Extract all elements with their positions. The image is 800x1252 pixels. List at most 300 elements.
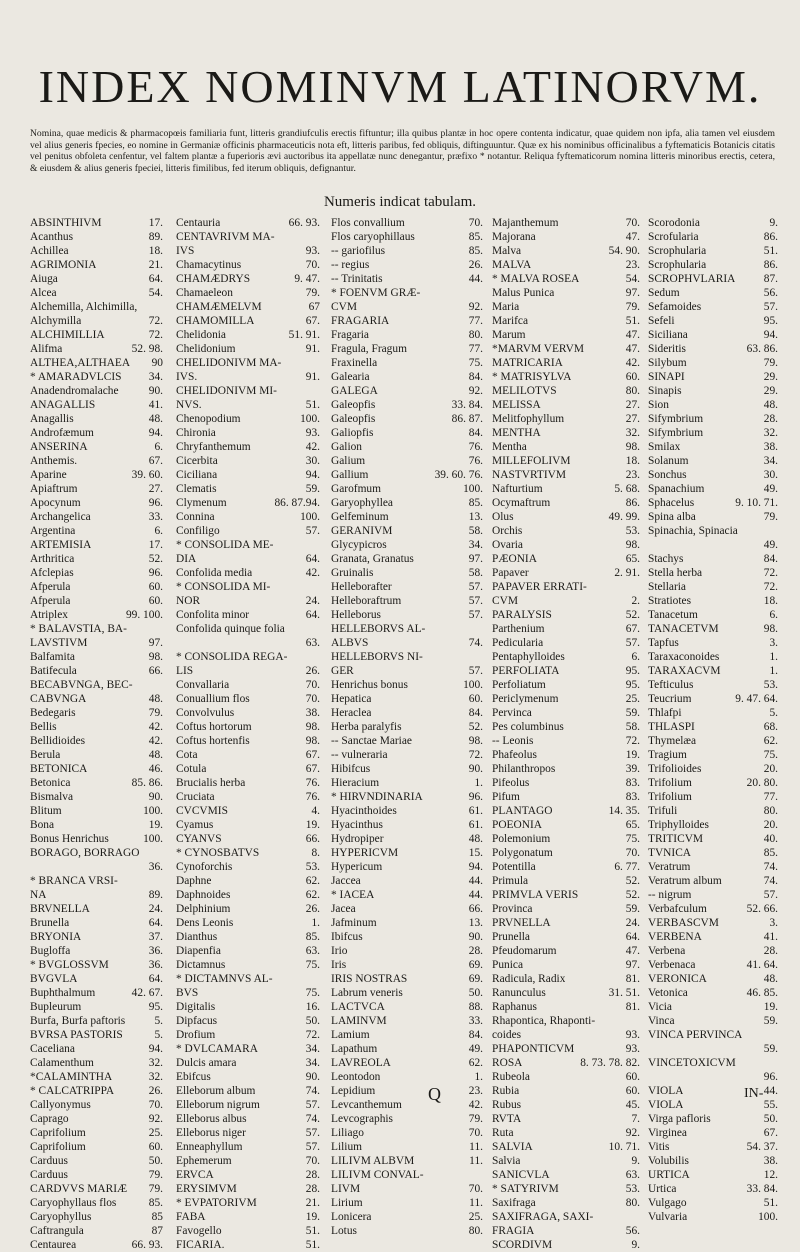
- entry-table-number: 39.: [625, 763, 640, 775]
- entry-table-number: 54.: [148, 287, 163, 299]
- entry-term: BRYONIA: [30, 931, 82, 943]
- index-entry: [30, 230, 163, 244]
- index-entry: [492, 902, 640, 916]
- index-entry: [30, 426, 163, 440]
- entry-term: IVS: [176, 245, 195, 257]
- index-entry: [176, 314, 320, 328]
- entry-term: Pfeudomarum: [492, 945, 557, 957]
- index-entry: [492, 454, 640, 468]
- index-entry: [648, 258, 778, 272]
- entry-term: POEONIA: [492, 819, 542, 831]
- entry-term: Calamenthum: [30, 1057, 94, 1069]
- entry-table-number: 51.: [305, 399, 320, 411]
- entry-table-number: 42.: [625, 357, 640, 369]
- entry-table-number: 24.: [148, 903, 163, 915]
- index-entry: [492, 1140, 640, 1154]
- index-entry: [176, 692, 320, 706]
- entry-table-number: 53.: [305, 861, 320, 873]
- entry-table-number: 32.: [763, 427, 778, 439]
- entry-table-number: 53.: [763, 679, 778, 691]
- entry-table-number: 67.: [305, 763, 320, 775]
- entry-table-number: 79.: [763, 357, 778, 369]
- entry-table-number: 94.: [305, 469, 320, 481]
- entry-table-number: 55.: [763, 1099, 778, 1111]
- entry-table-number: 79.: [625, 301, 640, 313]
- entry-term: Alifma: [30, 343, 63, 355]
- index-entry: [648, 748, 778, 762]
- entry-table-number: 79.: [148, 1183, 163, 1195]
- entry-term: Ephemerum: [176, 1155, 232, 1167]
- entry-table-number: 72.: [763, 581, 778, 593]
- index-entry: [30, 342, 163, 356]
- index-entry: [30, 1154, 163, 1168]
- entry-term: Pifeolus: [492, 777, 530, 789]
- entry-term: Heraclea: [331, 707, 372, 719]
- entry-table-number: 85: [151, 1211, 163, 1223]
- index-entry: [331, 1224, 483, 1238]
- index-entry: [30, 1238, 163, 1252]
- entry-term: ERYSIMVM: [176, 1183, 237, 1195]
- entry-table-number: 59.: [625, 707, 640, 719]
- entry-term: Caryophyllus: [30, 1211, 92, 1223]
- entry-term: Alchymilla: [30, 315, 82, 327]
- entry-term: Cyamus: [176, 819, 214, 831]
- entry-table-number: 84.: [763, 553, 778, 565]
- index-entry: [30, 1084, 163, 1098]
- entry-term: Fragula, Fragum: [331, 343, 407, 355]
- index-entry: [176, 1238, 320, 1252]
- index-entry: [30, 552, 163, 566]
- entry-term: Diapenfia: [176, 945, 221, 957]
- entry-table-number: 21.: [305, 1197, 320, 1209]
- entry-term: PHAPONTICVM: [492, 1043, 575, 1055]
- index-entry: [30, 1168, 163, 1182]
- entry-term: Chamaeleon: [176, 287, 233, 299]
- entry-term: Carduus: [30, 1169, 68, 1181]
- entry-term: Apiaftrum: [30, 483, 78, 495]
- entry-table-number: 11.: [469, 1141, 483, 1153]
- entry-table-number: 47.: [625, 343, 640, 355]
- index-entry: [30, 258, 163, 272]
- index-entry: [492, 538, 640, 552]
- index-entry: [176, 790, 320, 804]
- entry-table-number: 59.: [305, 483, 320, 495]
- entry-table-number: 60.: [625, 1085, 640, 1097]
- index-entry: [30, 1014, 163, 1028]
- entry-table-number: 98.: [305, 721, 320, 733]
- index-entry: [492, 524, 640, 538]
- entry-table-number: 66.: [148, 665, 163, 677]
- entry-term: Olus: [492, 511, 514, 523]
- entry-table-number: 65.: [625, 819, 640, 831]
- entry-table-number: 69.: [468, 959, 483, 971]
- entry-table-number: 54. 37.: [746, 1141, 778, 1153]
- entry-term: * DICTAMNVS AL-: [176, 973, 273, 985]
- index-entry: [648, 818, 778, 832]
- entry-table-number: [317, 650, 320, 664]
- index-entry: [492, 272, 640, 286]
- entry-table-number: 66. 93.: [131, 1239, 163, 1251]
- entry-table-number: 74.: [763, 875, 778, 887]
- entry-term: Perfoliatum: [492, 679, 546, 691]
- index-entry: [176, 958, 320, 972]
- entry-term: PRIMVLA VERIS: [492, 889, 579, 901]
- entry-table-number: 85.: [763, 847, 778, 859]
- entry-table-number: 75.: [763, 749, 778, 761]
- entry-term: CHAMÆDRYS: [176, 273, 251, 285]
- entry-term: Clematis: [176, 483, 217, 495]
- entry-term: SAXIFRAGA, SAXI-: [492, 1211, 594, 1223]
- index-entry: [176, 398, 320, 412]
- entry-table-number: 77.: [763, 791, 778, 803]
- entry-term: ABSINTHIVM: [30, 217, 102, 229]
- index-entry: [492, 622, 640, 636]
- entry-term: * DVLCAMARA: [176, 1043, 258, 1055]
- entry-term: ALTHEA,ALTHAEA: [30, 357, 131, 369]
- entry-term: Balfamita: [30, 651, 75, 663]
- entry-term: Stella herba: [648, 567, 703, 579]
- entry-table-number: [160, 300, 163, 314]
- entry-table-number: 28.: [305, 1183, 320, 1195]
- entry-term: Hyacinthoides: [331, 805, 397, 817]
- entry-table-number: 38.: [305, 707, 320, 719]
- entry-term: Garyophyllea: [331, 497, 393, 509]
- entry-table-number: 48.: [148, 413, 163, 425]
- entry-term: Bedegaris: [30, 707, 76, 719]
- entry-term: Rubus: [492, 1099, 522, 1111]
- entry-table-number: 79.: [763, 511, 778, 523]
- index-entry: [648, 594, 778, 608]
- index-entry: [648, 1056, 778, 1070]
- index-entry: [648, 706, 778, 720]
- entry-table-number: 34.: [468, 539, 483, 551]
- index-entry: [30, 860, 163, 874]
- index-entry: [331, 762, 483, 776]
- entry-table-number: [317, 538, 320, 552]
- entry-term: TRITICVM: [648, 833, 704, 845]
- index-entry: [492, 370, 640, 384]
- entry-term: Brucialis herba: [176, 777, 246, 789]
- entry-term: Scrophularia: [648, 245, 707, 257]
- entry-table-number: 54.: [625, 273, 640, 285]
- index-entry: [176, 1084, 320, 1098]
- index-entry: [331, 1070, 483, 1084]
- entry-table-number: [775, 524, 778, 538]
- index-entry: [331, 328, 483, 342]
- entry-table-number: 76.: [468, 441, 483, 453]
- entry-term: Tapfus: [648, 637, 679, 649]
- index-entry: [492, 468, 640, 482]
- entry-term: Conuallium flos: [176, 693, 250, 705]
- entry-table-number: 5.: [154, 1029, 163, 1041]
- entry-term: THLASPI: [648, 721, 695, 733]
- entry-table-number: 65.: [625, 553, 640, 565]
- entry-term: RVTA: [492, 1113, 522, 1125]
- entry-table-number: 64.: [625, 931, 640, 943]
- entry-term: Irio: [331, 945, 348, 957]
- entry-term: * MATRISYLVA: [492, 371, 572, 383]
- entry-table-number: 96.: [148, 567, 163, 579]
- entry-table-number: 42. 67.: [131, 987, 163, 999]
- index-entry: [176, 1056, 320, 1070]
- index-entry: [492, 1056, 640, 1070]
- entry-table-number: 19.: [625, 749, 640, 761]
- entry-term: Arthritica: [30, 553, 75, 565]
- index-entry: [331, 1154, 483, 1168]
- entry-term: Henrichus bonus: [331, 679, 408, 691]
- entry-term: Leontodon: [331, 1071, 381, 1083]
- index-entry: [492, 930, 640, 944]
- entry-table-number: 53.: [625, 525, 640, 537]
- entry-term: Pervinca: [492, 707, 532, 719]
- entry-table-number: 44.: [763, 1085, 778, 1097]
- index-entry: [331, 524, 483, 538]
- index-entry: [492, 608, 640, 622]
- index-entry: [176, 216, 320, 230]
- index-entry: [648, 580, 778, 594]
- entry-table-number: 92.: [148, 1113, 163, 1125]
- entry-table-number: 75.: [305, 987, 320, 999]
- entry-term: Connina: [176, 511, 215, 523]
- entry-term: Acanthus: [30, 231, 74, 243]
- entry-table-number: 52.: [625, 875, 640, 887]
- index-entry: [176, 258, 320, 272]
- index-entry: [492, 496, 640, 510]
- entry-term: VERBENA: [648, 931, 702, 943]
- entry-term: Labrum veneris: [331, 987, 403, 999]
- entry-table-number: 19.: [305, 819, 320, 831]
- index-entry: [30, 1000, 163, 1014]
- entry-table-number: 67.: [148, 455, 163, 467]
- entry-term: Vetonica: [648, 987, 688, 999]
- entry-term: Lapathum: [331, 1043, 378, 1055]
- entry-term: Dens Leonis: [176, 917, 234, 929]
- entry-table-number: 70.: [148, 1099, 163, 1111]
- index-entry: [176, 916, 320, 930]
- entry-table-number: 79.: [148, 707, 163, 719]
- index-entry: [648, 412, 778, 426]
- entry-table-number: 36.: [148, 945, 163, 957]
- entry-term: Achillea: [30, 245, 69, 257]
- index-entry: [30, 496, 163, 510]
- entry-table-number: 25.: [468, 1211, 483, 1223]
- entry-term: Melitfophyllum: [492, 413, 565, 425]
- entry-table-number: 1.: [769, 665, 778, 677]
- entry-term: AGRIMONIA: [30, 259, 97, 271]
- index-entry: [492, 832, 640, 846]
- index-entry: [30, 1042, 163, 1056]
- entry-table-number: 70.: [468, 217, 483, 229]
- entry-table-number: 79.: [148, 1169, 163, 1181]
- entry-table-number: 15.: [468, 847, 483, 859]
- entry-term: Volubilis: [648, 1155, 689, 1167]
- entry-term: Spanachium: [648, 483, 705, 495]
- entry-term: Rubia: [492, 1085, 520, 1097]
- entry-table-number: 67.: [625, 623, 640, 635]
- entry-table-number: 3.: [769, 637, 778, 649]
- index-entry: [30, 1112, 163, 1126]
- entry-table-number: 9.: [769, 217, 778, 229]
- entry-term: Galeopfis: [331, 413, 376, 425]
- index-entry: [176, 524, 320, 538]
- entry-term: ANSERINA: [30, 441, 88, 453]
- index-entry: [648, 1168, 778, 1182]
- entry-term: Trifuli: [648, 805, 678, 817]
- index-entry: [492, 244, 640, 258]
- entry-term: Lamium: [331, 1029, 370, 1041]
- entry-table-number: 48.: [148, 749, 163, 761]
- index-entry: [176, 930, 320, 944]
- index-entry: [648, 874, 778, 888]
- entry-table-number: 93.: [305, 427, 320, 439]
- entry-term: Androfæmum: [30, 427, 94, 439]
- index-entry: [331, 748, 483, 762]
- index-entry: [648, 1000, 778, 1014]
- entry-table-number: 49.: [763, 539, 778, 551]
- entry-table-number: 63.: [625, 1169, 640, 1181]
- entry-table-number: 98.: [148, 651, 163, 663]
- index-entry: [648, 426, 778, 440]
- entry-table-number: 98.: [468, 735, 483, 747]
- entry-term: -- regius: [331, 259, 370, 271]
- index-entry: [331, 874, 483, 888]
- index-entry: [331, 818, 483, 832]
- index-entry: [331, 216, 483, 230]
- index-entry: [30, 482, 163, 496]
- entry-table-number: 70.: [305, 1155, 320, 1167]
- index-entry: [30, 566, 163, 580]
- entry-term: Phafeolus: [492, 749, 537, 761]
- entry-term: Levcanthemum: [331, 1099, 402, 1111]
- entry-term: Polygonatum: [492, 847, 553, 859]
- index-entry: [492, 706, 640, 720]
- entry-table-number: 94.: [148, 1043, 163, 1055]
- index-entry: [492, 958, 640, 972]
- index-entry: [30, 832, 163, 846]
- index-entry: [331, 846, 483, 860]
- index-entry: [176, 874, 320, 888]
- index-entry: [30, 1056, 163, 1070]
- entry-term: VINCETOXICVM: [648, 1057, 736, 1069]
- entry-term: BVGVLA: [30, 973, 78, 985]
- entry-term: Ocymaftrum: [492, 497, 551, 509]
- entry-term: Chamacytinus: [176, 259, 242, 271]
- entry-term: Sideritis: [648, 343, 686, 355]
- index-entry: [176, 510, 320, 524]
- index-entry: [331, 594, 483, 608]
- entry-term: Veratrum album: [648, 875, 722, 887]
- entry-table-number: 80.: [468, 329, 483, 341]
- index-entry: [492, 1154, 640, 1168]
- entry-table-number: 68.: [763, 721, 778, 733]
- entry-term: Helleboraftrum: [331, 595, 402, 607]
- index-entry: [648, 1070, 778, 1084]
- entry-table-number: 57.: [305, 525, 320, 537]
- entry-table-number: 38.: [763, 441, 778, 453]
- entry-term: Marifca: [492, 315, 529, 327]
- entry-term: Vulvaria: [648, 1211, 688, 1223]
- index-entry: [492, 748, 640, 762]
- entry-term: Virginea: [648, 1127, 687, 1139]
- entry-table-number: [637, 1210, 640, 1224]
- index-entry: [492, 426, 640, 440]
- entry-term: Caceliana: [30, 1043, 75, 1055]
- entry-table-number: 17.: [148, 539, 163, 551]
- entry-term: Clymenum: [176, 497, 227, 509]
- index-entry: [492, 1112, 640, 1126]
- index-entry: [331, 412, 483, 426]
- index-entry: [648, 1140, 778, 1154]
- index-entry: [492, 1000, 640, 1014]
- index-entry: [30, 748, 163, 762]
- index-entry: [492, 1126, 640, 1140]
- entry-term: BVS: [176, 987, 199, 999]
- index-entry: [176, 566, 320, 580]
- entry-term: Smilax: [648, 441, 681, 453]
- entry-table-number: 32.: [148, 1057, 163, 1069]
- entry-term: Argentina: [30, 525, 76, 537]
- entry-term: Primula: [492, 875, 529, 887]
- index-entry: [492, 440, 640, 454]
- entry-table-number: 5.: [769, 707, 778, 719]
- index-entry: [492, 692, 640, 706]
- index-entry: [648, 972, 778, 986]
- entry-table-number: 46.: [148, 763, 163, 775]
- index-entry: [176, 1224, 320, 1238]
- entry-term: * BRANCA VRSI-: [30, 875, 118, 887]
- entry-table-number: 66. 93.: [288, 217, 320, 229]
- entry-table-number: 26.: [305, 903, 320, 915]
- entry-term: MELISSA: [492, 399, 541, 411]
- index-entry: [331, 314, 483, 328]
- entry-term: LAVSTIVM: [30, 637, 88, 649]
- index-entry: [331, 678, 483, 692]
- index-entry: [492, 1028, 640, 1042]
- index-entry: [492, 398, 640, 412]
- entry-term: Saxifraga: [492, 1197, 536, 1209]
- entry-term: Urtica: [648, 1183, 677, 1195]
- entry-table-number: 92.: [468, 385, 483, 397]
- entry-term: Potentilla: [492, 861, 536, 873]
- entry-term: Apocynum: [30, 497, 81, 509]
- entry-term: Iris: [331, 959, 347, 971]
- index-entry: [30, 1070, 163, 1084]
- entry-term: Caprifolium: [30, 1141, 86, 1153]
- entry-term: Fragaria: [331, 329, 369, 341]
- index-entry: [492, 944, 640, 958]
- entry-term: Verbafculum: [648, 903, 707, 915]
- entry-term: Orchis: [492, 525, 523, 537]
- entry-table-number: 87.: [763, 273, 778, 285]
- entry-table-number: 8. 73. 78. 82.: [580, 1057, 640, 1069]
- index-entry: [331, 1084, 483, 1098]
- entry-term: Caftrangula: [30, 1225, 84, 1237]
- entry-term: Ranunculus: [492, 987, 546, 999]
- index-entry: [331, 398, 483, 412]
- entry-table-number: [480, 1168, 483, 1182]
- index-entry: [176, 328, 320, 342]
- entry-table-number: 96.: [763, 1071, 778, 1083]
- entry-term: Scorodonia: [648, 217, 700, 229]
- entry-table-number: 17.: [148, 217, 163, 229]
- index-entry: [176, 748, 320, 762]
- entry-term: Alchemilla, Alchimilla,: [30, 301, 138, 313]
- entry-term: Favogello: [176, 1225, 222, 1237]
- entry-term: Majanthemum: [492, 217, 559, 229]
- index-entry: [30, 538, 163, 552]
- entry-table-number: 9.: [631, 1239, 640, 1251]
- index-entry: [176, 650, 320, 664]
